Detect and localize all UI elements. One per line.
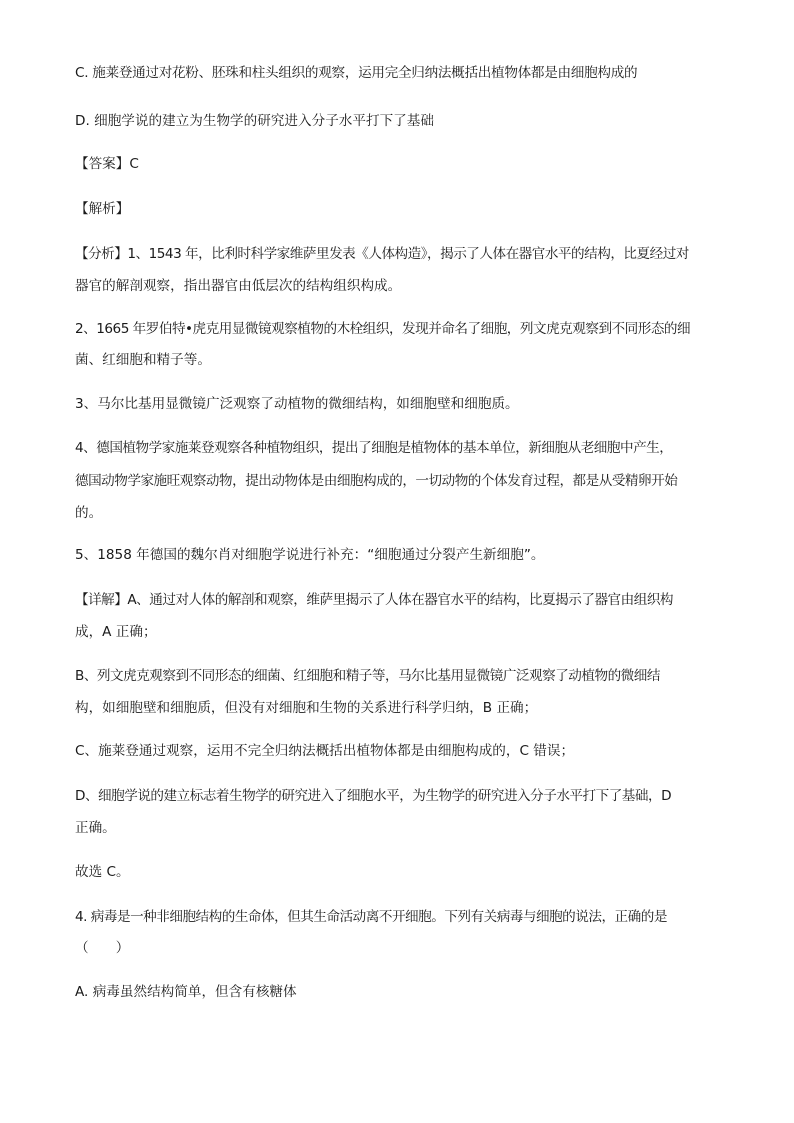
detail-text-line: 正确。 <box>75 820 116 836</box>
detail-text-line: 【详解】A、通过对人体的解剖和观察，维萨里揭示了人体在器官水平的结构，比夏揭示了器官由组织构 <box>75 592 674 608</box>
analysis-text-line: 菌、红细胞和精子等。 <box>75 352 211 368</box>
option-d: D. 细胞学说的建立为生物学的研究进入分子水平打下了基础 <box>75 113 434 129</box>
question-4-option-a: A. 病毒虽然结构简单，但含有核糖体 <box>75 984 297 1000</box>
analysis-label: 【解析】 <box>75 201 130 217</box>
analysis-text-line: 4、德国植物学家施莱登观察各种植物组织，提出了细胞是植物体的基本单位，新细胞从老细胞中产生， <box>75 440 673 456</box>
detail-text-line: C、施莱登通过观察，运用不完全归纳法概括出植物体都是由细胞构成的，C 错误； <box>75 743 575 759</box>
detail-text-line: 构，如细胞壁和细胞质，但没有对细胞和生物的关系进行科学归纳，B 正确； <box>75 700 538 716</box>
analysis-text-line: 2、1665 年罗伯特•虎克用显微镜观察植物的木栓组织，发现并命名了细胞，列文虎克观察到不同形态的细 <box>75 321 691 337</box>
detail-text-line: B、列文虎克观察到不同形态的细菌、红细胞和精子等，马尔比基用显微镜广泛观察了动植物的微细结 <box>75 668 660 684</box>
detail-text-line: D、细胞学说的建立标志着生物学的研究进入了细胞水平，为生物学的研究进入分子水平打下了基础，D <box>75 788 672 804</box>
analysis-text-line: 5、1858 年德国的魏尔肖对细胞学说进行补充：“细胞通过分裂产生新细胞”。 <box>75 547 545 563</box>
option-c: C. 施莱登通过对花粉、胚珠和柱头组织的观察，运用完全归纳法概括出植物体都是由细胞构成的 <box>75 65 638 81</box>
analysis-text-line: 3、马尔比基用显微镜广泛观察了动植物的微细结构，如细胞壁和细胞质。 <box>75 396 519 412</box>
analysis-text-line: 的。 <box>75 505 103 521</box>
analysis-text-line: 器官的解剖观察，指出器官由低层次的结构组织构成。 <box>75 278 402 294</box>
question-4-stem: 4. 病毒是一种非细胞结构的生命体，但其生命活动离不开细胞。下列有关病毒与细胞的说法，正确的是 <box>75 909 667 925</box>
detail-text-line: 成，A 正确； <box>75 624 157 640</box>
answer-label: 【答案】C <box>75 156 139 172</box>
question-4-blank: （ ） <box>75 940 130 956</box>
analysis-text-line: 【分析】1、1543 年，比利时科学家维萨里发表《人体构造》，揭示了人体在器官水平的结构，比夏经过对 <box>75 246 689 262</box>
analysis-text-line: 德国动物学家施旺观察动物，提出动物体是由细胞构成的，一切动物的个体发育过程，都是从受精卵开始 <box>75 473 678 489</box>
conclusion-text: 故选 C。 <box>75 864 130 880</box>
